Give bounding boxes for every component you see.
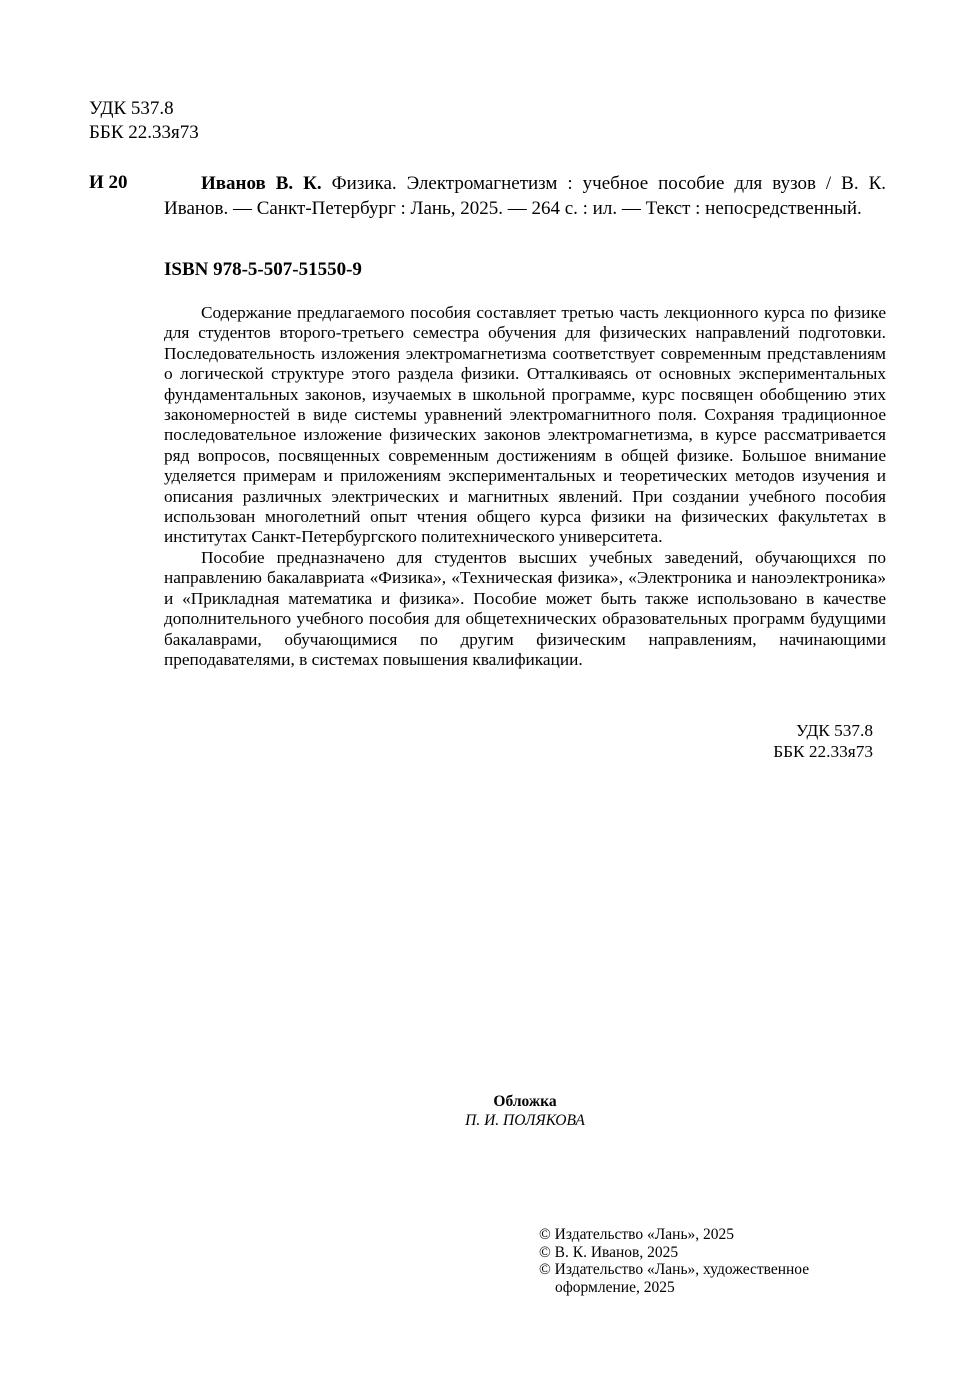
abstract-paragraph-1: Содержание предлагаемого пособия составляет третью часть лекционного курса по физике для студентов второго-третьего семестра обучения для физических направлений подготовки. Последовательность изложения электромагнетизма соответствует современным представлениям о логической структуре этого раздела физики. Отталкиваясь от основных экспериментальных фундаментальных законов, изучаемых в школьной программе, курс посвящен обобщению этих закономерностей в виде системы уравнений электромагнитного поля. Сохраняя традиционное последовательное изложение физических законов электромагнетизма, в курсе рассматривается ряд вопросов, посвященных современным достижениям в общей физике. Большое внимание уделяется примерам и приложениям экспериментальных и теоретических методов изучения и описания различных электрических и магнитных явлений. При создании учебного пособия использован многолетний опыт чтения общего курса физики на физических факультетах в институтах Санкт-Петербургского политехнического университета.: [164, 303, 886, 547]
copyright-block: [539, 1226, 809, 1296]
isbn: ISBN 978-5-507-51550-9: [164, 259, 362, 280]
cover-label: Обложка: [493, 1093, 557, 1110]
classification-block-right: [700, 720, 873, 762]
author-sign: И 20: [89, 172, 128, 193]
cover-designer: П. И. ПОЛЯКОВА: [465, 1112, 585, 1129]
bbk-code-right: ББК 22.33я73: [773, 742, 873, 761]
classification-block-top: [89, 97, 199, 145]
udk-code-right: УДК 537.8: [795, 721, 873, 740]
bibliographic-record: [164, 171, 886, 221]
bibliographic-description: Физика. Электромагнетизм : учебное пособие для вузов / В. К. Иванов. — Санкт-Петербург : Лань, 2025. — 264 с. : ил. — Текст : непосредственный.: [164, 173, 886, 219]
copyright-line: оформление, 2025: [555, 1278, 675, 1296]
abstract: [164, 303, 886, 670]
author-name: Иванов В. К.: [201, 173, 322, 194]
copyright-line: © Издательство «Лань», 2025: [539, 1226, 735, 1243]
cover-credit: [400, 1092, 650, 1130]
bbk-code: ББК 22.33я73: [89, 122, 199, 143]
copyright-line: © В. К. Иванов, 2025: [539, 1243, 679, 1261]
abstract-paragraph-2: Пособие предназначено для студентов высших учебных заведений, обучающихся по направлению бакалавриата «Физика», «Техническая физика», «Электроника и наноэлектроника» и «Прикладная математика и физика». Пособие может быть также использовано в качестве дополнительного учебного пособия для общетехнических образовательных программ будущими бакалаврами, обучающимися по другим физическим направлениям, начинающими преподавателями, в системах повышения квалификации.: [164, 547, 886, 669]
copyright-line: © Издательство «Лань», художественное: [539, 1261, 810, 1278]
udk-code: УДК 537.8: [89, 98, 174, 119]
